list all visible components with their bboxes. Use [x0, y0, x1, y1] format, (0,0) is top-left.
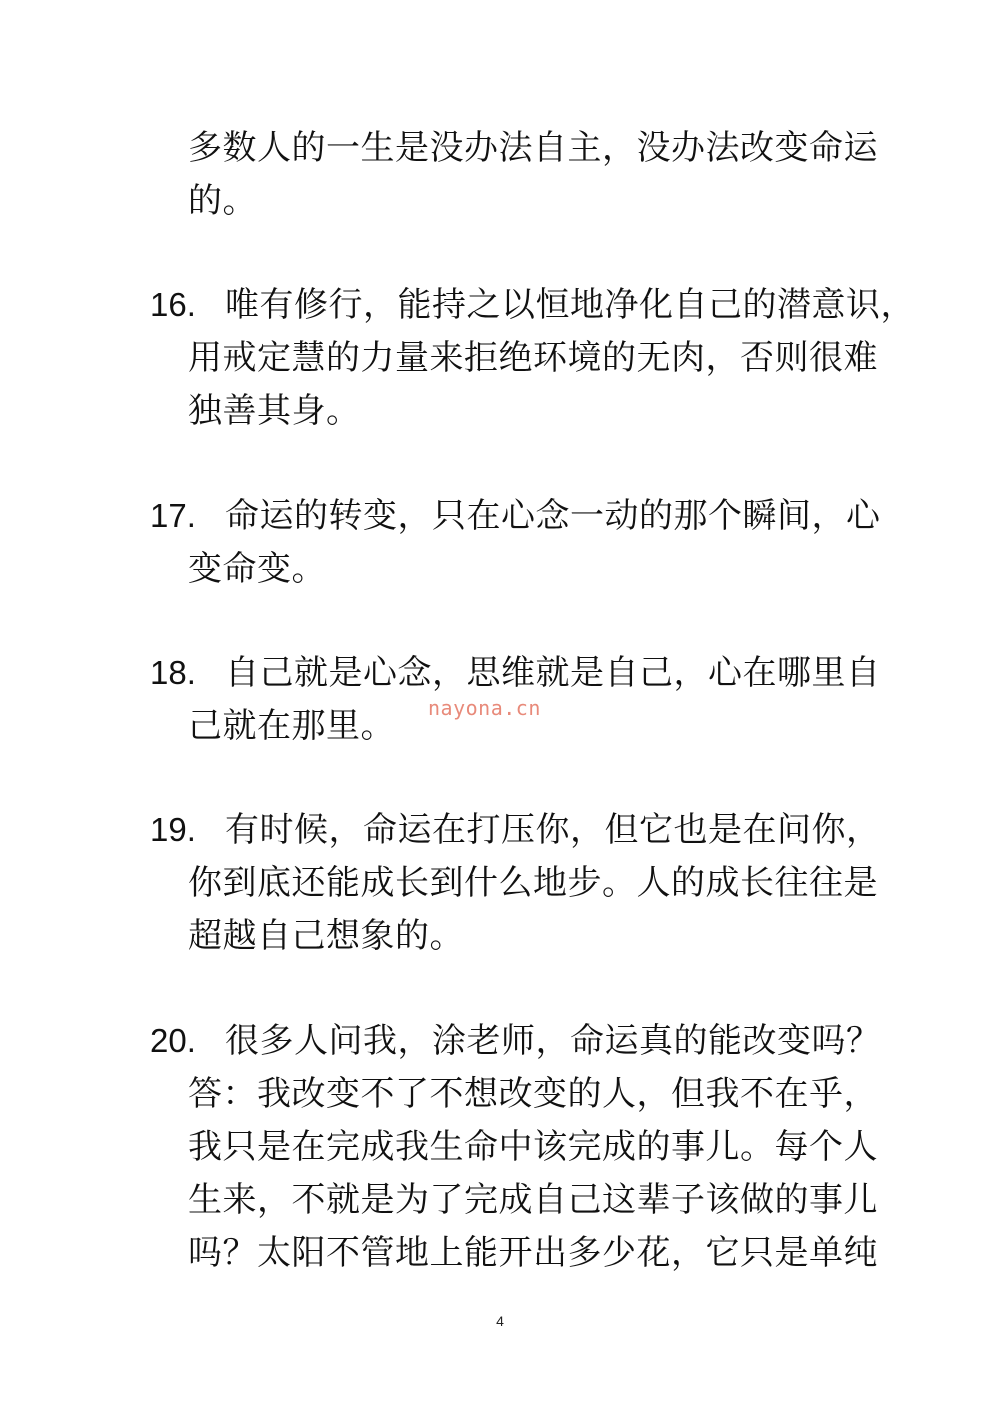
item-19-line-1: 有时候，命运在打压你，但它也是在问你， [225, 810, 881, 850]
item-20-line-2: 答：我改变不了不想改变的人，但我不在乎， [188, 1074, 878, 1114]
item-18-line-1: 自己就是心念，思维就是自己，心在哪里自 [225, 653, 881, 693]
item-18-number: 18. [150, 654, 196, 691]
item-18-line-2: 己就在那里。 [188, 706, 395, 746]
item-20-line-1: 很多人问我，涂老师，命运真的能改变吗？ [225, 1021, 881, 1061]
item-17-number: 17. [150, 497, 196, 534]
item-20-line-4: 生来，不就是为了完成自己这辈子该做的事儿 [188, 1180, 878, 1220]
item-20-line-5: 吗？太阳不管地上能开出多少花，它只是单纯 [188, 1233, 878, 1273]
page-number: 4 [496, 1313, 504, 1329]
intro-line-1: 多数人的一生是没办法自主，没办法改变命运 [188, 128, 878, 168]
item-20-number: 20. [150, 1022, 196, 1059]
item-16-line-2: 用戒定慧的力量来拒绝环境的无肉，否则很难 [188, 338, 878, 378]
item-16-line-3: 独善其身。 [188, 391, 361, 431]
item-19-number: 19. [150, 811, 196, 848]
intro-line-2: 的。 [188, 181, 257, 221]
item-19-line-3: 超越自己想象的。 [188, 916, 464, 956]
watermark: nayona.cn [428, 696, 541, 720]
item-17-line-1: 命运的转变，只在心念一动的那个瞬间，心 [225, 496, 881, 536]
item-17-line-2: 变命变。 [188, 549, 326, 589]
item-20-line-3: 我只是在完成我生命中该完成的事儿。每个人 [188, 1127, 878, 1167]
item-16-number: 16. [150, 286, 196, 323]
item-16-line-1: 唯有修行，能持之以恒地净化自己的潜意识， [225, 285, 915, 325]
item-19-line-2: 你到底还能成长到什么地步。人的成长往往是 [188, 863, 878, 903]
